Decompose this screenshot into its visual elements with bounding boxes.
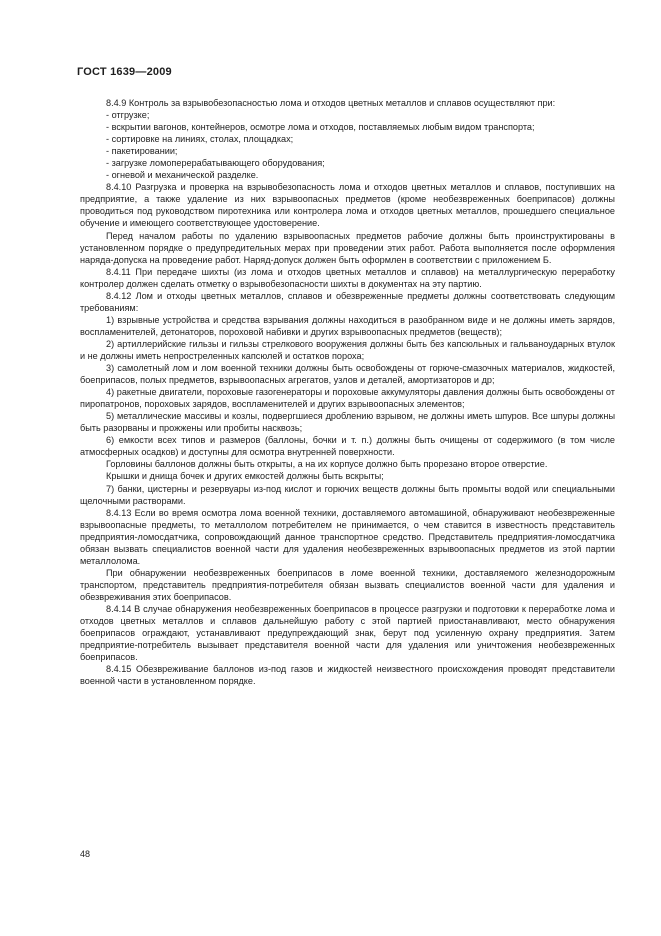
- document-header-title: ГОСТ 1639—2009: [77, 66, 172, 78]
- paragraph-8-4-11: 8.4.11 При передаче шихты (из лома и отходов цветных металлов и сплавов) на металлургическую переработку контролер должен сделать отметку о взрывобезопасности шихты в документах на эту партию.: [80, 266, 615, 289]
- list-item: - загрузке ломоперерабатывающего оборудования;: [106, 158, 325, 169]
- list-item: - пакетировании;: [106, 146, 178, 157]
- page-number: 48: [80, 849, 91, 859]
- paragraph-8-4-13: 8.4.13 Если во время осмотра лома военной техники, доставляемого автомашиной, обнаруживают необезвреженные взрывоопасные предметы, то металлолом потребителем не принимается, о чем ставится в известность представитель предприятия-ломосдатчика, сопровождающий данное транспортное средство. Представитель предприятия-ломосдатчика обязан вызвать специалистов военной части для удаления необезвреженных взрывоопасных предметов из этой партии металлолома.: [80, 507, 615, 566]
- paragraph: При обнаружении необезвреженных боеприпасов в ломе военной техники, доставляемого железнодорожным транспортом, представитель предприятия-потребителя обязан вызвать специалистов военной части для удаления и обезвреживания этих боеприпасов.: [80, 567, 615, 602]
- paragraph-8-4-14: 8.4.14 В случае обнаружения необезвреженных боеприпасов в процессе разгрузки и подготовки к переработке лома и отходов цветных металлов и сплавов дальнейшую работу с этой партией приостанавливают, место обнаружения боеприпасов ограждают, устанавливают предупреждающий знак, берут под усиленную охрану предприятия. Затем предприятие-потребитель вызывает представителя военной части для удаления или уничтожения необезвреженных боеприпасов.: [80, 603, 615, 663]
- list-item: 7) банки, цистерны и резервуары из-под кислот и горючих веществ должны быть промыты водой или специальными щелочными растворами.: [80, 483, 615, 506]
- list-item: 2) артиллерийские гильзы и гильзы стрелкового вооружения должны быть без капсюльных и гальваноударных втулок и не должны иметь непростреленных капсюлей и остатков пороха;: [80, 338, 615, 361]
- paragraph: Крышки и днища бочек и других емкостей должны быть вскрыты;: [106, 471, 384, 482]
- list-item: 1) взрывные устройства и средства взрывания должны находиться в разобранном виде и не должны иметь зарядов, воспламенителей, детонаторов, пороховой набивки и других взрывоопасных предметов (веществ);: [80, 314, 615, 337]
- list-item: 3) самолетный лом и лом военной техники должны быть освобождены от горюче-смазочных материалов, жидкостей, боеприпасов, полых предметов, взрывоопасных агрегатов, узлов и деталей, амортизаторов и др;: [80, 363, 615, 386]
- paragraph: Перед началом работы по удалению взрывоопасных предметов рабочие должны быть проинструктированы в установленном порядке о предупредительных мерах при проведении этих работ. Работа выполняется после оформления наряда-допуска на проведение работ. Наряд-допуск должен быть оформлен в соответствии с приложением Б.: [80, 230, 615, 265]
- list-item: - сортировке на линиях, столах, площадках;: [106, 134, 294, 145]
- list-item: 5) металлические массивы и козлы, подвергшиеся дроблению взрывом, не должны иметь шпуров. Все шпуры должны быть разорваны и прожжены или пробиты насквозь;: [80, 411, 615, 434]
- list-item: - вскрытии вагонов, контейнеров, осмотре лома и отходов, поставляемых любым видом транспорта;: [106, 122, 535, 133]
- paragraph-8-4-15: 8.4.15 Обезвреживание баллонов из-под газов и жидкостей неизвестного происхождения проводят представители военной части в установленном порядке.: [80, 664, 615, 687]
- paragraph-8-4-9: 8.4.9 Контроль за взрывобезопасностью лома и отходов цветных металлов и сплавов осуществляют при:: [106, 98, 556, 108]
- paragraph-8-4-10: 8.4.10 Разгрузка и проверка на взрывобезопасность лома и отходов цветных металлов и сплавов, поступивших на предприятие, а также удаление из них взрывоопасных предметов (кроме необезвреженных боеприпасов) должны проводиться под руководством пиротехника или контролера лома и отходов цветных металлов, прошедшего специальное обучение и имеющего соответствующее удостоверение.: [80, 182, 615, 229]
- list-item: 4) ракетные двигатели, пороховые газогенераторы и пороховые аккумуляторы давления должны быть освобождены от пиропатронов, пороховых зарядов, воспламенителей и других взрывоопасных элементов;: [80, 387, 615, 410]
- list-item: - огневой и механической разделке.: [106, 170, 259, 181]
- paragraph-8-4-12: 8.4.12 Лом и отходы цветных металлов, сплавов и обезвреженные предметы должны соответствовать следующим требованиям:: [80, 290, 615, 313]
- list-item: - отгрузке;: [106, 110, 150, 121]
- paragraph: Горловины баллонов должны быть открыты, а на их корпусе должно быть прорезано второе отверстие.: [106, 459, 548, 470]
- list-item: 6) емкости всех типов и размеров (баллоны, бочки и т. п.) должны быть очищены от содержимого (в том числе атмосферных осадков) и доступны для осмотра внутренней поверхности.: [80, 435, 615, 458]
- document-body: [80, 97, 615, 687]
